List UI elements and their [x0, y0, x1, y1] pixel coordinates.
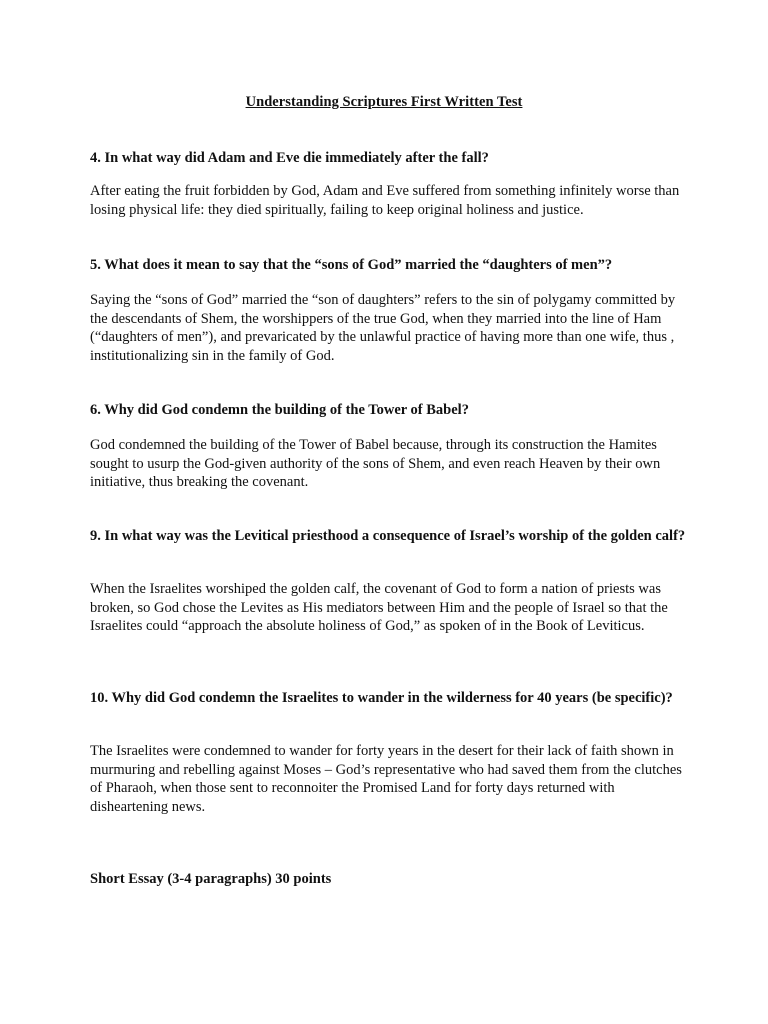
question-9: 9. In what way was the Levitical priesthood a consequence of Israel’s worship of the golden calf?	[90, 528, 686, 544]
answer-6: God condemned the building of the Tower of Babel because, through its construction the Hamites sought to usurp the God-given authority of the sons of Shem, and even reach Heaven by their own initiative, thus breaking the covenant.	[90, 437, 661, 490]
answer-10: The Israelites were condemned to wander for forty years in the desert for their lack of faith shown in murmuring and rebelling against Moses – God’s representative who had saved them from the clutches of Pharaoh, when those sent to reconnoiter the Promised Land for forty days returned with disheartening news.	[90, 743, 682, 815]
question-5: 5. What does it mean to say that the “sons of God” married the “daughters of men”?	[90, 257, 613, 273]
essay-heading: Short Essay (3-4 paragraphs) 30 points	[90, 871, 332, 887]
question-6: 6. Why did God condemn the building of the Tower of Babel?	[90, 402, 469, 418]
page-title: Understanding Scriptures First Written Test	[245, 94, 523, 110]
answer-5: Saying the “sons of God” married the “son of daughters” refers to the sin of polygamy committed by the descendants of Shem, the worshippers of the true God, when they married into the line of Ham (“daughters of men”), and prevaricated by the unlawful practice of having more than one wife, thus , institutionalizing sin in the family of God.	[90, 292, 676, 364]
answer-9: When the Israelites worshiped the golden calf, the covenant of God to form a nation of priests was broken, so God chose the Levites as His mediators between Him and the people of Israel so that the Israelites could “approach the absolute holiness of God,” as spoken of in the Book of Leviticus.	[90, 581, 668, 634]
answer-4: After eating the fruit forbidden by God, Adam and Eve suffered from something infinitely worse than losing physical life: they died spiritually, failing to keep original holiness and justice.	[90, 183, 680, 218]
question-4: 4. In what way did Adam and Eve die immediately after the fall?	[90, 150, 489, 166]
question-10: 10. Why did God condemn the Israelites to wander in the wilderness for 40 years (be specific)?	[90, 690, 673, 706]
